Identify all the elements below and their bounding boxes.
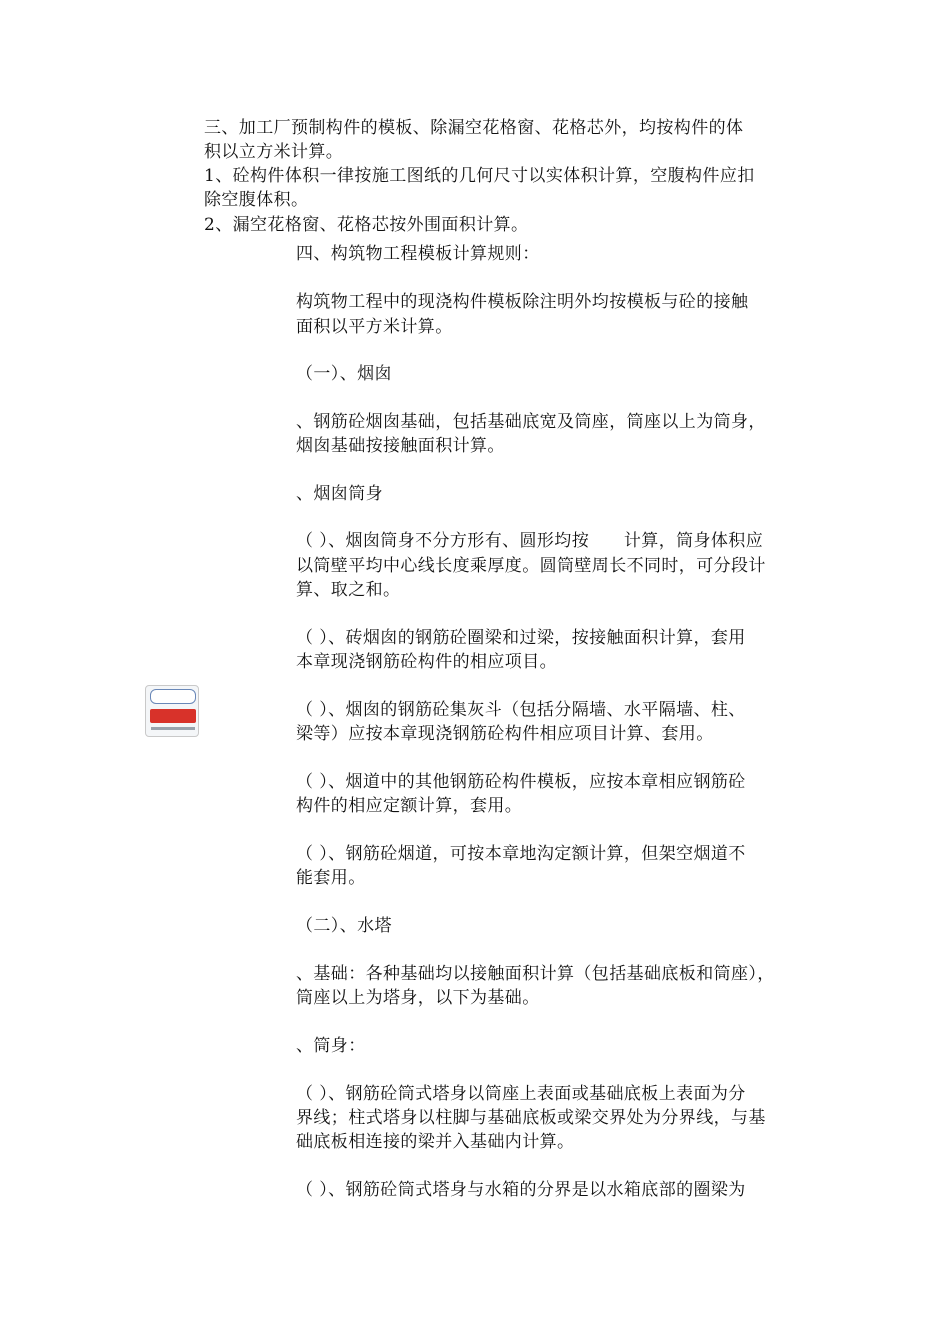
text-line: 、基础：各种基础均以接触面积计算（包括基础底板和筒座）， [296, 964, 775, 984]
text-line: 1、砼构件体积一律按施工图纸的几何尺寸以实体积计算，空腹构件应扣 [204, 166, 755, 186]
text-line: （ ）、钢筋砼烟道，可按本章地沟定额计算，但架空烟道不 [296, 844, 746, 864]
text-line: 积以立方米计算。 [204, 142, 344, 162]
text-line: （ ）、烟囱筒身不分方形有、圆形均按 计算，筒身体积应 [296, 531, 764, 551]
text-line: 筒座以上为塔身，以下为基础。 [296, 988, 540, 1008]
text-line: 本章现浇钢筋砼构件的相应项目。 [296, 652, 557, 672]
text-line: 构件的相应定额计算，套用。 [296, 796, 523, 816]
text-line: （ ）、钢筋砼筒式塔身以筒座上表面或基础底板上表面为分 [296, 1084, 746, 1104]
text-line: 三、加工厂预制构件的模板、除漏空花格窗、花格芯外，均按构件的体 [204, 118, 744, 138]
text-line: （ ）、砖烟囱的钢筋砼圈梁和过梁，按接触面积计算，套用 [296, 628, 746, 648]
watermark-stamp-icon [145, 685, 199, 737]
text-line: 2、漏空花格窗、花格芯按外围面积计算。 [204, 215, 529, 235]
subsection-heading: （二）、水塔 [296, 916, 392, 936]
text-line: （ ）、烟道中的其他钢筋砼构件模板，应按本章相应钢筋砼 [296, 772, 746, 792]
text-line: 、烟囱筒身 [296, 484, 383, 504]
text-line: 能套用。 [296, 868, 366, 888]
text-line: 以筒壁平均中心线长度乘厚度。圆筒壁周长不同时，可分段计 [296, 556, 766, 576]
text-line: 构筑物工程中的现浇构件模板除注明外均按模板与砼的接触 [296, 292, 749, 312]
text-line: 算、取之和。 [296, 580, 401, 600]
text-line: 础底板相连接的梁并入基础内计算。 [296, 1132, 575, 1152]
text-line: 、钢筋砼烟囱基础，包括基础底宽及筒座，筒座以上为筒身， [296, 412, 766, 432]
text-line: 烟囱基础按接触面积计算。 [296, 436, 505, 456]
section-heading: 四、构筑物工程模板计算规则： [296, 244, 540, 264]
text-line: 、筒身： [296, 1036, 366, 1056]
text-line: 界线；柱式塔身以柱脚与基础底板或梁交界处为分界线，与基 [296, 1108, 766, 1128]
text-line: 除空腹体积。 [204, 190, 309, 210]
text-line: 梁等）应按本章现浇钢筋砼构件相应项目计算、套用。 [296, 724, 714, 744]
subsection-heading: （一）、烟囱 [296, 364, 392, 384]
text-line: 面积以平方米计算。 [296, 317, 453, 337]
text-line: （ ）、钢筋砼筒式塔身与水箱的分界是以水箱底部的圈梁为 [296, 1180, 746, 1200]
text-line: （ ）、烟囱的钢筋砼集灰斗（包括分隔墙、水平隔墙、柱、 [296, 700, 746, 720]
